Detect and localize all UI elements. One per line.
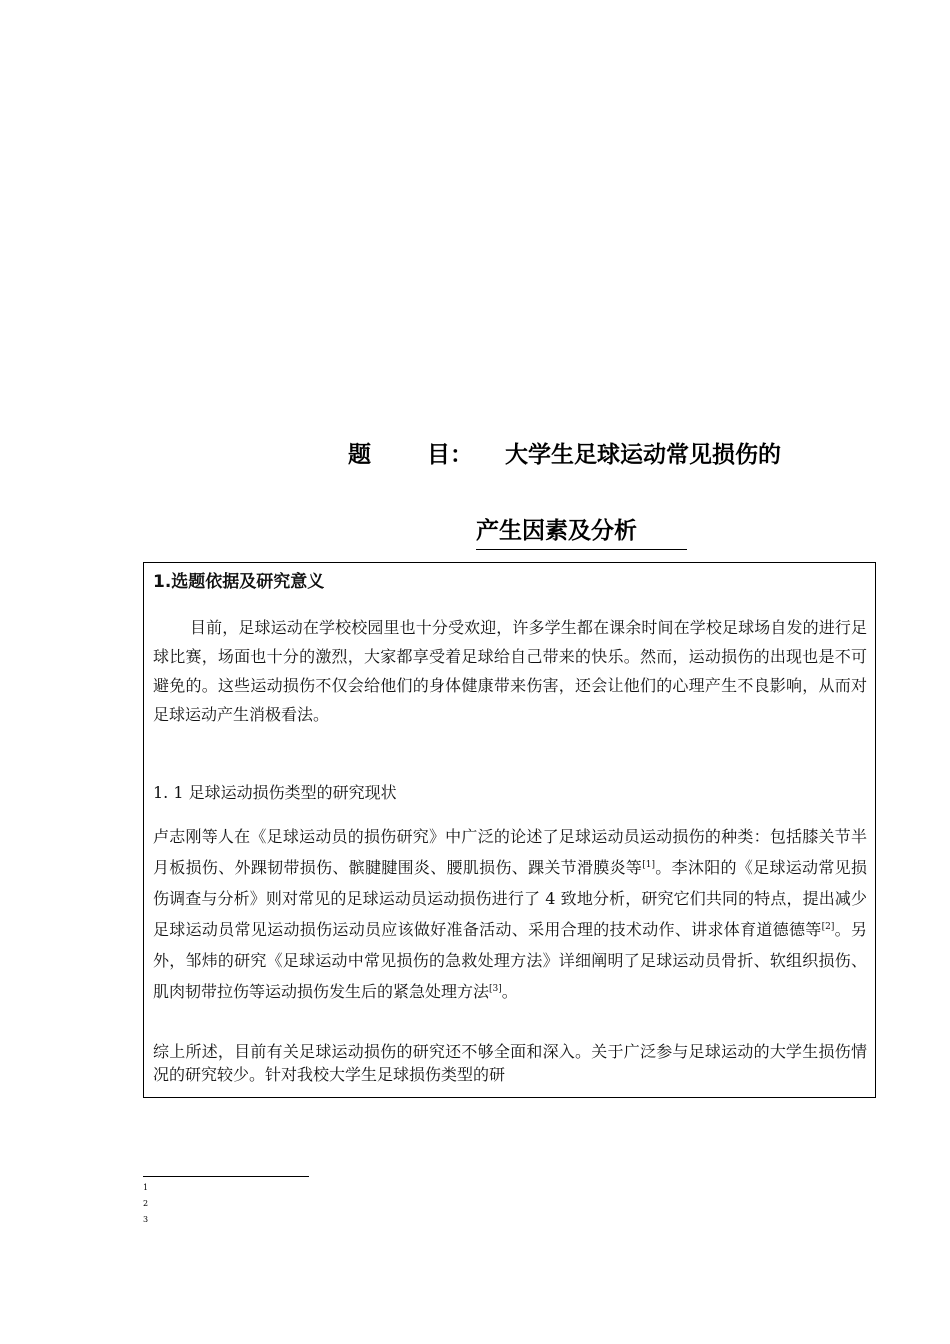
footnote-1: 1 [143, 1183, 149, 1192]
title-line-2 [476, 512, 687, 550]
title-line-1 [348, 436, 781, 469]
footnote-3: 3 [143, 1215, 149, 1224]
intro-paragraph: 目前，足球运动在学校校园里也十分受欢迎，许多学生都在课余时间在学校足球场自发的进行足球比赛，场面也十分的激烈，大家都享受着足球给自己带来的快乐。然而，运动损伤的出现也是不可避免的。这些运动损伤不仅会给他们的身体健康带来伤害，还会让他们的心理产生不良影响，从而对足球运动产生消极看法。 [153, 618, 867, 724]
footnote-separator [143, 1176, 309, 1177]
literature-text-c: 。另外，邹炜的研究《足球运动中常见损伤的急救处理方法》详细阐明了足球运动员骨折、软组织损伤、肌肉韧带拉伤等运动损伤发生后的紧急处理方法 [153, 920, 867, 1001]
citation-1[interactable]: [1] [642, 860, 655, 870]
summary-paragraph: 综上所述，目前有关足球运动损伤的研究还不够全面和深入。关于广泛参与足球运动的大学生损伤情况的研究较少。针对我校大学生足球损伤类型的研 [153, 1042, 867, 1084]
footnote-2: 2 [143, 1199, 149, 1208]
literature-paragraph [153, 821, 867, 1007]
title-text-line2: 产生因素及分析 [476, 512, 687, 550]
research-basis-box [143, 562, 876, 1098]
title-label-mu: 目： [427, 442, 473, 468]
literature-text-d: 。 [501, 982, 518, 1001]
citation-3[interactable]: [3] [489, 984, 502, 994]
literature-text-a: 卢志刚等人在《足球运动员的损伤研究》中广泛的论述了足球运动员运动损伤的种类：包括膝关节半月板损伤、外踝韧带损伤、髌腱腱围炎、腰肌损伤、踝关节滑膜炎等 [153, 827, 867, 877]
title-label-ti: 题 [348, 442, 371, 468]
section-heading: 1.选题依据及研究意义 [153, 572, 325, 592]
literature-text-b: 。李沐阳的《足球运动常见损伤调查与分析》则对常见的足球运动员运动损伤进行了 4 致地分析，研究它们共同的特点，提出减少足球运动员常见运动损伤运动员应该做好准备活动、采用合理的技术动作、讲求体育道德德等 [153, 858, 867, 939]
citation-2[interactable]: [2] [821, 922, 835, 932]
title-text-line1: 大学生足球运动常见损伤的 [505, 442, 781, 468]
subsection-heading: 1. 1 足球运动损伤类型的研究现状 [153, 783, 397, 802]
